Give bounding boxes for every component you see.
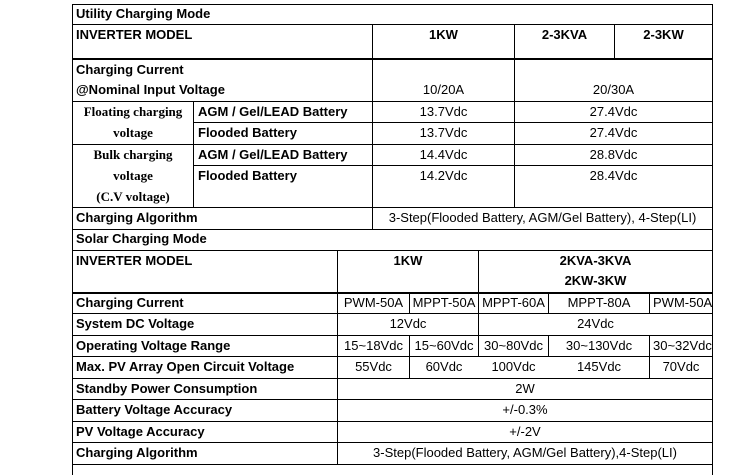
solar-cc-mppt-60a: MPPT-60A: [482, 295, 545, 310]
float-agm-2-3k: 27.4Vdc: [589, 104, 638, 119]
op-range-4: 30~130Vdc: [565, 338, 633, 353]
bulk-agm-label: AGM / Gel/LEAD Battery: [198, 147, 348, 162]
bulk-voltage-label: Bulk charging: [93, 147, 173, 162]
solar-model-2-3kw: 2KW-3KW: [564, 273, 627, 288]
floating-voltage-label: Floating charging: [83, 104, 183, 119]
max-pv-3: 100Vdc: [491, 359, 536, 374]
utility-charging-current-1kw: 10/20A: [422, 82, 465, 97]
utility-charging-current-2-3k: 20/30A: [592, 82, 635, 97]
solar-algorithm-value: 3-Step(Flooded Battery, AGM/Gel Battery),4-Step(LI): [373, 445, 677, 460]
solar-model-label: INVERTER MODEL: [76, 253, 193, 268]
solar-cc-pwm-50a-1kw: PWM-50A: [343, 295, 404, 310]
solar-cc-mppt-50a: MPPT-50A: [412, 295, 476, 310]
utility-algorithm-value: 3-Step(Flooded Battery, AGM/Gel Battery), 4-Step(LI): [388, 210, 697, 225]
op-range-1: 15~18Vdc: [344, 338, 403, 353]
solar-model-1kw: 1KW: [393, 253, 423, 268]
float-flooded-2-3k: 27.4Vdc: [589, 125, 638, 140]
solar-algorithm-label: Charging Algorithm: [76, 445, 198, 460]
utility-charging-current-label: Charging Current: [76, 62, 184, 77]
max-pv-5: 70Vdc: [662, 359, 700, 374]
dc-voltage-2-3k: 24Vdc: [577, 316, 614, 331]
bulk-flooded-label: Flooded Battery: [198, 168, 297, 183]
bulk-flooded-1kw: 14.2Vdc: [419, 168, 468, 183]
solar-cc-mppt-80a: MPPT-80A: [567, 295, 631, 310]
float-flooded-1kw: 13.7Vdc: [419, 125, 468, 140]
bulk-voltage-label-2: voltage: [113, 168, 153, 183]
utility-model-2-3kva: 2-3KVA: [541, 27, 588, 42]
dc-voltage-label: System DC Voltage: [76, 316, 195, 331]
float-agm-1kw: 13.7Vdc: [419, 104, 468, 119]
battery-accuracy-label: Battery Voltage Accuracy: [76, 402, 233, 417]
max-pv-1: 55Vdc: [355, 359, 392, 374]
floating-voltage-label-2: voltage: [113, 125, 153, 140]
bulk-voltage-label-3: (C.V voltage): [96, 189, 170, 204]
bulk-flooded-2-3k: 28.4Vdc: [589, 168, 638, 183]
float-agm-label: AGM / Gel/LEAD Battery: [198, 104, 348, 119]
standby-label: Standby Power Consumption: [76, 381, 258, 396]
dc-voltage-1kw: 12Vdc: [389, 316, 427, 331]
bulk-agm-2-3k: 28.8Vdc: [589, 147, 638, 162]
solar-cc-pwm-50a-3k: PWM-50A: [653, 295, 712, 310]
op-range-5: 30~32Vdc: [653, 338, 712, 353]
utility-section-title: Utility Charging Mode: [76, 6, 211, 21]
pv-accuracy-value: +/-2V: [509, 424, 541, 439]
utility-algorithm-label: Charging Algorithm: [76, 210, 198, 225]
solar-model-2-3kva: 2KVA-3KVA: [559, 253, 632, 268]
op-range-3: 30~80Vdc: [484, 338, 543, 353]
pv-accuracy-label: PV Voltage Accuracy: [76, 424, 205, 439]
op-range-2: 15~60Vdc: [414, 338, 474, 353]
battery-accuracy-value: +/-0.3%: [502, 402, 548, 417]
utility-model-1kw: 1KW: [429, 27, 458, 42]
solar-section-title: Solar Charging Mode: [76, 231, 207, 246]
solar-charging-current-label: Charging Current: [76, 295, 184, 310]
utility-model-label: INVERTER MODEL: [76, 27, 193, 42]
float-flooded-label: Flooded Battery: [198, 125, 297, 140]
bulk-agm-1kw: 14.4Vdc: [419, 147, 468, 162]
max-pv-4: 145Vdc: [576, 359, 622, 374]
op-range-label: Operating Voltage Range: [76, 338, 231, 353]
utility-model-2-3kw: 2-3KW: [643, 27, 684, 42]
standby-value: 2W: [515, 381, 535, 396]
max-pv-2: 60Vdc: [425, 359, 463, 374]
max-pv-label: Max. PV Array Open Circuit Voltage: [76, 359, 295, 374]
utility-charging-current-sublabel: @Nominal Input Voltage: [76, 82, 225, 97]
